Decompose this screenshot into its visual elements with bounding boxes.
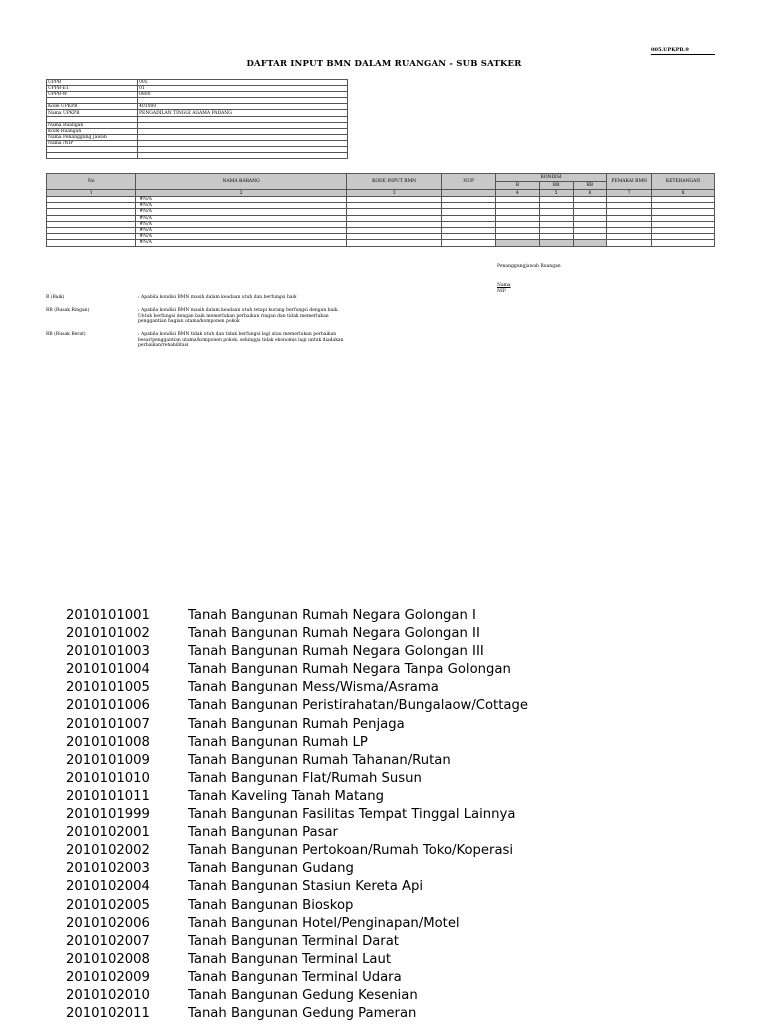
col-header-kondisi-b: B	[496, 182, 540, 190]
legend-desc: : Apabila kondisi BMN masih dalam keadaan utuh tetapi kurang berfungsi dengan baik. Untuk berfungsi dengan baik memerlukan perbaikan ringan dan tidak memerlukan penggantian bagian utama/komponen pokok	[138, 308, 339, 325]
penanggungjawab-label: Penanggungjawab Ruangan	[497, 264, 561, 269]
asset-name: Tanah Bangunan Peristirahatan/Bungalaow/Cottage	[188, 698, 528, 714]
list-item	[66, 752, 528, 770]
asset-code: 2010102001	[66, 825, 150, 841]
list-item	[66, 625, 528, 643]
column-number: 4	[496, 190, 540, 197]
table-cell	[346, 240, 441, 246]
identity-label: Nama Penanggung Jawab	[47, 134, 138, 140]
asset-name: Tanah Bangunan Terminal Udara	[188, 969, 402, 985]
column-number: 5	[539, 190, 573, 197]
list-item	[66, 987, 528, 1005]
list-item	[66, 915, 528, 933]
table-row	[47, 240, 715, 246]
identity-label: Kode UPKPB	[47, 104, 138, 110]
nama-barang-cell: #N/A	[136, 215, 347, 221]
list-item	[66, 697, 528, 715]
list-item	[66, 770, 528, 788]
page-title: DAFTAR INPUT BMN DALAM RUANGAN - SUB SATKER	[246, 59, 522, 69]
asset-code: 2010101002	[66, 626, 150, 642]
identity-value: 401000	[138, 104, 348, 110]
inventory-table	[46, 173, 715, 247]
asset-code: 2010102003	[66, 861, 150, 877]
asset-name: Tanah Bangunan Pertokoan/Rumah Toko/Koperasi	[188, 843, 514, 859]
asset-code: 2010102007	[66, 933, 150, 949]
legend-desc: : Apabila kondisi BMN masih dalam keadaan utuh dan berfungsi baik	[138, 295, 297, 300]
col-header-no: No	[47, 174, 136, 190]
identity-value: 01	[138, 86, 348, 92]
table-cell	[607, 240, 652, 246]
col-header-kode-input: KODE INPUT BMN	[346, 174, 441, 190]
col-header-keterangan: KETERANGAN	[652, 174, 715, 190]
asset-code: 2010101003	[66, 644, 150, 660]
asset-name: Tanah Bangunan Rumah Tahanan/Rutan	[188, 752, 451, 768]
column-number: 6	[573, 190, 607, 197]
table-cell	[496, 240, 540, 246]
identity-label: UPPB-W	[47, 92, 138, 98]
asset-name: Tanah Bangunan Gedung Kesenian	[188, 987, 418, 1003]
identity-label: Kode Ruangan	[47, 128, 138, 134]
list-item	[66, 679, 528, 697]
list-item	[66, 734, 528, 752]
asset-code: 2010102006	[66, 915, 150, 931]
asset-name: Tanah Bangunan Mess/Wisma/Asrama	[188, 680, 439, 696]
list-item	[66, 661, 528, 679]
asset-name: Tanah Bangunan Bioskop	[188, 897, 354, 913]
column-number: 7	[607, 190, 652, 197]
asset-name: Tanah Bangunan Rumah Penjaga	[188, 716, 405, 732]
list-item	[66, 1005, 528, 1023]
list-item	[66, 806, 528, 824]
identity-value	[138, 153, 348, 159]
list-item	[66, 607, 528, 625]
list-item	[66, 860, 528, 878]
asset-name: Tanah Bangunan Terminal Darat	[188, 933, 399, 949]
asset-name: Tanah Bangunan Rumah LP	[188, 734, 368, 750]
legend-key: RR (Rusak Ringan)	[46, 308, 90, 313]
nama-barang-cell: #N/A	[136, 227, 347, 233]
asset-code: 2010101001	[66, 608, 150, 623]
identity-value: 0800	[138, 92, 348, 98]
asset-name: Tanah Kaveling Tanah Matang	[188, 788, 384, 804]
asset-name: Tanah Bangunan Stasiun Kereta Api	[188, 879, 424, 895]
identity-label	[47, 153, 138, 159]
col-header-nup: NUP	[442, 174, 496, 190]
column-number-blank	[442, 190, 496, 197]
legend-desc: : Apabila kondisi BMN tidak utuh dan tidak berfungsi lagi atau memerlukan perbaikan besar/penggantian utama/komponen pokok, sehingga tidak ekonomis lagi untuk diadakan perbaikan/rehabilitasi	[138, 332, 344, 349]
asset-code: 2010101004	[66, 662, 150, 678]
identity-table	[46, 79, 348, 159]
asset-name: Tanah Bangunan Terminal Laut	[188, 951, 392, 967]
identity-label: Nama /NIP	[47, 140, 138, 146]
list-item	[66, 716, 528, 734]
col-header-kondisi: KONDISI	[496, 174, 607, 182]
asset-code: 2010101009	[66, 752, 150, 768]
nama-barang-cell: #N/A	[136, 203, 347, 209]
legend-key: B (Baik)	[46, 295, 65, 300]
asset-code: 2010102011	[66, 1006, 150, 1022]
asset-code: 2010101999	[66, 807, 150, 823]
table-cell	[652, 240, 715, 246]
asset-name: Tanah Bangunan Flat/Rumah Susun	[188, 770, 422, 786]
identity-label: UPPB	[47, 80, 138, 86]
table-cell	[573, 240, 607, 246]
penanggungjawab-nip: NIP	[497, 289, 506, 294]
asset-code: 2010102004	[66, 879, 150, 895]
asset-code: 2010101011	[66, 788, 150, 804]
asset-code: 2010102002	[66, 843, 150, 859]
col-header-nama-barang: NAMA BARANG	[136, 174, 347, 190]
identity-label: UPPB-E1	[47, 86, 138, 92]
col-header-pemakai: PEMAKAI BMN	[607, 174, 652, 190]
column-number-row	[47, 190, 715, 197]
asset-code: 2010101007	[66, 716, 150, 732]
identity-value: PENGADILAN TINGGI AGAMA PADANG	[138, 110, 348, 116]
nama-barang-cell: #N/A	[136, 221, 347, 227]
column-number: 3	[346, 190, 441, 197]
asset-name: Tanah Bangunan Rumah Negara Golongan I	[188, 608, 476, 623]
identity-label: Nama Ruangan	[47, 122, 138, 128]
list-item	[66, 842, 528, 860]
col-header-kondisi-rr: RR	[539, 182, 573, 190]
identity-label: Nama UPKPB	[47, 110, 138, 116]
col-header-kondisi-rb: RB	[573, 182, 607, 190]
identity-row	[47, 153, 348, 159]
asset-code: 2010101010	[66, 770, 150, 786]
list-item	[66, 878, 528, 896]
legend-key: RB (Rusak Berat)	[46, 332, 86, 337]
penanggungjawab-nama: Nama	[497, 283, 511, 288]
asset-code: 2010101006	[66, 698, 150, 714]
asset-code-list	[66, 607, 528, 1023]
list-item	[66, 897, 528, 915]
nama-barang-cell: #N/A	[136, 197, 347, 203]
asset-name: Tanah Bangunan Fasilitas Tempat Tinggal Lainnya	[188, 807, 516, 823]
asset-name: Tanah Bangunan Hotel/Penginapan/Motel	[188, 915, 460, 931]
column-number: 2	[136, 190, 347, 197]
asset-code: 2010102008	[66, 951, 150, 967]
asset-code: 2010101008	[66, 734, 150, 750]
asset-name: Tanah Bangunan Rumah Negara Golongan III	[188, 644, 484, 660]
list-item	[66, 951, 528, 969]
table-cell	[539, 240, 573, 246]
asset-name: Tanah Bangunan Gudang	[188, 861, 354, 877]
asset-name: Tanah Bangunan Pasar	[188, 825, 338, 841]
form-code: 005.UPKPB.9	[651, 47, 715, 55]
nama-barang-cell: #N/A	[136, 240, 347, 246]
list-item	[66, 933, 528, 951]
asset-code: 2010102009	[66, 969, 150, 985]
table-cell	[442, 240, 496, 246]
asset-code: 2010102005	[66, 897, 150, 913]
column-number: 8	[652, 190, 715, 197]
nama-barang-cell: #N/A	[136, 209, 347, 215]
asset-name: Tanah Bangunan Gedung Pameran	[188, 1006, 417, 1022]
table-cell	[47, 240, 136, 246]
list-item	[66, 643, 528, 661]
asset-name: Tanah Bangunan Rumah Negara Golongan II	[188, 626, 480, 642]
identity-value: 005	[138, 80, 348, 86]
nama-barang-cell: #N/A	[136, 234, 347, 240]
column-number: 1	[47, 190, 136, 197]
list-item	[66, 788, 528, 806]
list-item	[66, 969, 528, 987]
asset-code: 2010102010	[66, 987, 150, 1003]
asset-code: 2010101005	[66, 680, 150, 696]
list-item	[66, 824, 528, 842]
asset-name: Tanah Bangunan Rumah Negara Tanpa Golongan	[188, 662, 511, 678]
